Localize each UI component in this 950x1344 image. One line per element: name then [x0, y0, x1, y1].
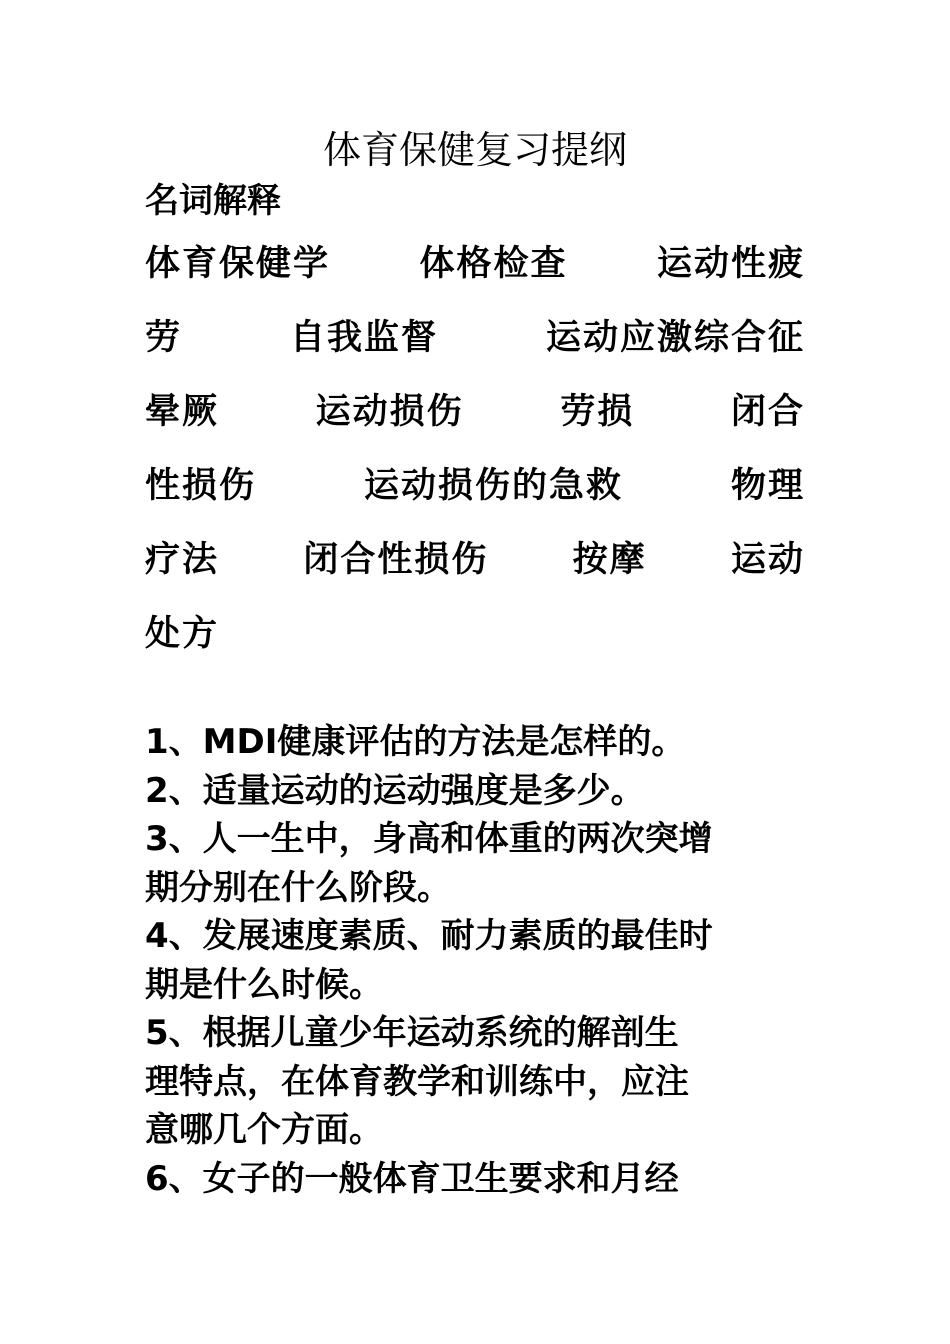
question-line: 期分别在什么阶段。	[145, 867, 451, 908]
question-line: 期是什么时候。	[145, 964, 383, 1005]
term: 运动损伤	[315, 392, 464, 432]
questions-list	[145, 718, 805, 1203]
section-heading-terms: 名词解释	[145, 181, 281, 221]
question-line: 理特点，在体育教学和训练中，应注	[145, 1061, 689, 1102]
term: 劳损	[560, 392, 635, 432]
term: 物理	[730, 466, 805, 506]
term: 闭合性损伤	[303, 540, 489, 580]
term: 晕厥	[145, 392, 220, 432]
term-line	[145, 594, 805, 668]
question-item	[145, 912, 805, 1009]
term: 自我监督	[289, 318, 438, 358]
question-item	[145, 767, 805, 816]
term: 闭合	[730, 392, 805, 432]
term: 运动应激综合征	[545, 318, 805, 358]
term: 运动损伤的急救	[363, 466, 623, 506]
question-line: 意哪几个方面。	[145, 1110, 383, 1150]
term-line	[145, 446, 805, 520]
term-line	[145, 520, 805, 594]
question-line: 1、MDI健康评估的方法是怎样的。	[145, 722, 686, 762]
term: 按摩	[572, 540, 647, 580]
term: 处方	[145, 614, 220, 654]
term-line	[145, 298, 805, 372]
terms-block	[145, 224, 805, 668]
term: 劳	[145, 318, 183, 358]
question-item	[145, 1155, 805, 1204]
document-title: 体育保健复习提纲	[322, 128, 627, 172]
question-item	[145, 1009, 805, 1155]
term: 性损伤	[145, 466, 257, 506]
term: 体格检查	[419, 244, 568, 284]
question-line: 2、适量运动的运动强度是多少。	[145, 770, 645, 811]
term: 体育保健学	[145, 244, 331, 284]
question-item	[145, 718, 805, 767]
term: 运动性疲	[656, 244, 805, 284]
term: 运动	[730, 540, 805, 580]
term-line	[145, 224, 805, 298]
question-line: 5、根据儿童少年运动系统的解剖生	[145, 1013, 679, 1053]
question-line: 3、人一生中，身高和体重的两次突增	[145, 819, 713, 859]
question-line: 6、女子的一般体育卫生要求和月经	[145, 1158, 679, 1199]
term: 疗法	[145, 540, 220, 580]
question-item	[145, 815, 805, 912]
question-line: 4、发展速度素质、耐力素质的最佳时	[145, 916, 713, 956]
term-line	[145, 372, 805, 446]
